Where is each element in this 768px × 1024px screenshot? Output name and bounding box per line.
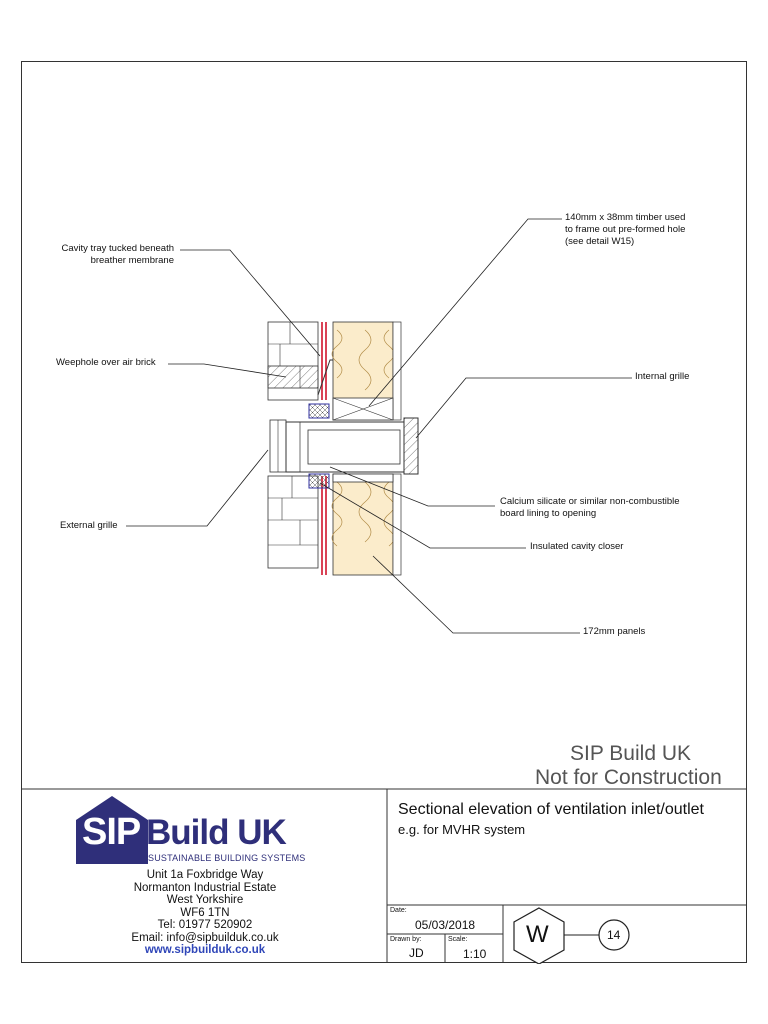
scale-label: Scale: [448,936,468,943]
logo-build-text: Build UK [146,813,286,852]
label-calcium-silicate: Calcium silicate or similar non-combustible board lining to opening [500,496,680,519]
label-cavity-tray: Cavity tray tucked beneath breather membrane [61,243,174,266]
date-label: Date: [390,907,407,914]
detail-number: 14 [607,928,621,942]
company-address [90,869,320,957]
address-line: Normanton Industrial Estate [133,881,277,894]
address-line: Tel: 01977 520902 [157,919,253,931]
detail-letter: W [526,921,549,948]
cavity-closer-lower [309,474,329,488]
label-timber-frame: 140mm x 38mm timber used to frame out pre-formed hole (see detail W15) [565,212,686,247]
timber-frame-lower [333,474,393,482]
drawing-title: Sectional elevation of ventilation inlet/outlet [398,801,704,818]
logo-sip-text: SIP [82,811,141,853]
breather-membrane-upper [322,322,326,400]
label-panels: 172mm panels [583,626,646,637]
watermark-company: SIP Build UK [570,742,692,765]
drawn-by-label: Drawn by: [390,936,422,943]
watermark-status: Not for Construction [535,766,722,789]
drawing-subtitle: e.g. for MVHR system [398,822,526,837]
brickwork-lower [268,476,318,568]
scale-value: 1:10 [463,947,487,961]
label-external-grille: External grille [60,520,118,531]
address-line: Email: info@sipbuilduk.co.uk [131,931,279,944]
address-line: WF6 1TN [180,906,230,919]
label-weephole: Weephole over air brick [56,357,156,368]
drawn-by-value: JD [409,946,424,960]
logo-tagline: SUSTAINABLE BUILDING SYSTEMS [148,853,306,863]
breather-membrane-lower [322,476,326,575]
brickwork-upper [268,322,318,400]
label-internal-grille: Internal grille [635,371,690,382]
address-line: West Yorkshire [166,894,244,906]
website-link[interactable]: www.sipbuilduk.co.uk [144,944,266,956]
date-value: 05/03/2018 [415,918,476,932]
label-cavity-closer: Insulated cavity closer [530,541,624,552]
internal-grille [404,418,418,474]
cavity-closer-upper [309,404,329,418]
address-line: Unit 1a Foxbridge Way [146,869,264,881]
